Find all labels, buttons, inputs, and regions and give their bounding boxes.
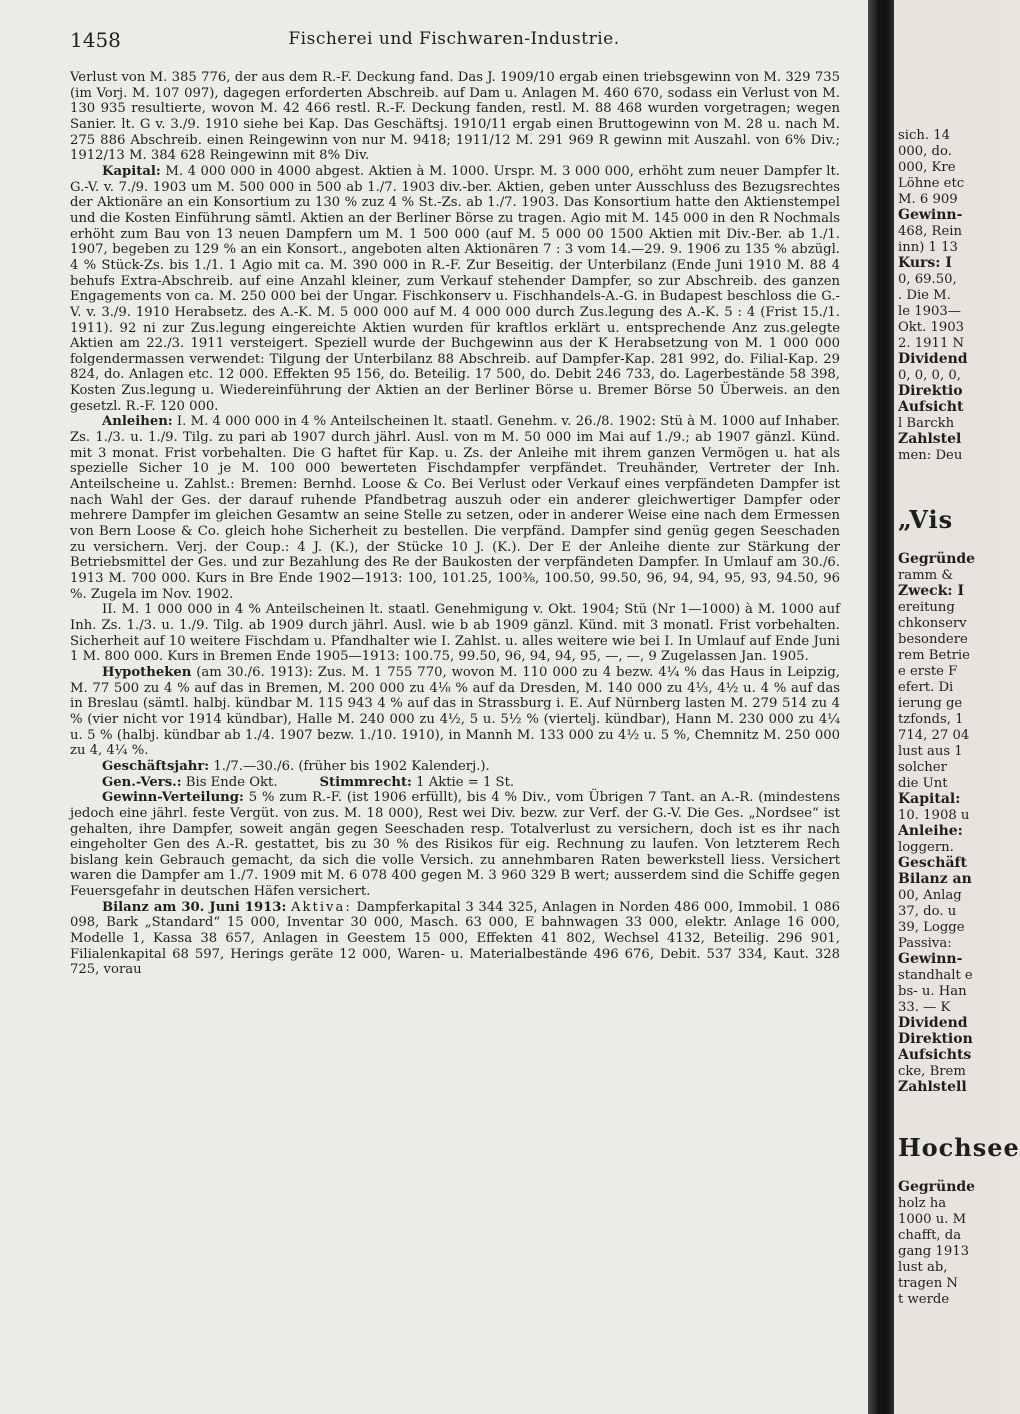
gewinn-section bbox=[70, 790, 840, 900]
right-page-line: Dividend bbox=[898, 1015, 968, 1031]
bilanz-aktiva-label: Aktiva: bbox=[291, 899, 352, 915]
right-page-line: Dividend bbox=[898, 351, 968, 367]
right-page-line: lust aus 1 bbox=[898, 744, 963, 759]
page-number: 1458 bbox=[70, 28, 121, 52]
right-page-line: Aufsicht bbox=[898, 399, 964, 415]
bilanz-text: Dampferkapital 3 344 325, Anlagen in Norden 486 000, Immobil. 1 086 098, Bark „Standard“ 15 000, Inventar 30 000, Masch. 63 000, E bahnwagen 33 000, elektr. Anlage 16 000, Modelle 1, Kassa 38 657, Anlagen in Geestem 15 000, Effekten 41 802, Wechsel 4132, Beteilig. 296 901, Filialenkapital 68 597, Herings geräte 12 000, Waren- u. Materialbestände 496 676, Debit. 537 334, Kaut. 328 725, vorau bbox=[70, 899, 840, 978]
right-page-line: inn) 1 13 bbox=[898, 240, 958, 255]
right-page-line: Hochsee bbox=[898, 1133, 1020, 1162]
page-header bbox=[70, 28, 838, 58]
geschaeftsjahr-text: 1./7.—30./6. (früher bis 1902 Kalenderj.). bbox=[213, 758, 490, 774]
geschaeftsjahr-section bbox=[70, 759, 840, 775]
kapital-label: Kapital: bbox=[102, 163, 161, 179]
intro-paragraph: Verlust von M. 385 776, der aus dem R.-F. Deckung fand. Das J. 1909/10 ergab einen triebsgewinn von M. 329 735 (im Vorj. M. 107 097), dagegen erforderten Abschreib. auf Dam u. Anlagen M. 460 670, sodass ein Verlust von M. 130 935 resultierte, wovon M. 42 466 restl. R.-F. Deckung fanden, restl. M. 88 468 wurden vorgetragen; wegen Sanier. lt. G v. 3./9. 1910 siehe bei Kap. Das Geschäftsj. 1910/11 ergab einen Bruttogewinn von M. 28 u. nach M. 275 886 Abschreib. einen Reingewinn von nur M. 9418; 1911/12 M. 291 969 R gewinn mit Auszahl. von 6% Div.; 1912/13 M. 384 628 Reingewinn mit 8% Div. bbox=[70, 70, 840, 164]
right-page-line: Kurs: I bbox=[898, 255, 952, 271]
right-page-line: efert. Di bbox=[898, 680, 954, 695]
right-page-line: . Die M. bbox=[898, 288, 951, 303]
right-page-line: Direktio bbox=[898, 383, 963, 399]
genvers-section bbox=[70, 775, 840, 791]
bilanz-label: Bilanz am 30. Juni 1913: bbox=[102, 899, 287, 915]
stimmrecht-text: 1 Aktie = 1 St. bbox=[416, 774, 515, 790]
anleihen-text: I. M. 4 000 000 in 4 % Anteilscheinen lt. staatl. Genehm. v. 26./8. 1902: Stü à M. 1000 auf Inhaber. Zs. 1./3. u. 1./9. Tilg. zu pari ab 1907 durch jährl. Ausl. von m M. 50 000 im Mai auf 1./9.; ab 1907 gänzl. Künd. mit 3 monat. Frist vorbehalten. Die G haftet für Kap. u. Zs. der Anleihe mit ihrem ganzen Vermögen u. hat als spezielle Sicher 10 je M. 100 000 bewerteten Fischdampfer verpfändet. Treuhänder, Vertreter der Inh. Anteilscheine u. Zahlst.: Bremen: Bernhd. Loose & Co. Bei Verlust oder Verkauf eines verpfändeten Dampfer ist nach Wahl der Ges. der darauf ruhende Pfandbetrag auszuh oder ein anderer gleichwertiger Dampfer oder mehrere Dampfer im gleichen Gesamtw an seine Stelle zu setzen, oder in anderer Weise eine nach dem Ermessen von Bern Loose & Co. gleich hohe Sicherheit zu bestellen. Die verpfänd. Dampfer sind genüg gegen Seeschaden zu versichern. Verj. der Coup.: 4 J. (K.), der Stücke 10 J. (K.). Der E der Anleihe diente zur Stärkung der Betriebsmittel der Ges. und zur Bezahlung des Re der Baukosten der verpfändeten Dampfer. In Umlauf am 30./6. 1913 M. 700 000. Kurs in Bre Ende 1902—1913: 100, 101.25, 100⅜, 100.50, 99.50, 96, 94, 94, 95, 93, 94.50, 96 %. Zugela im Nov. 1902. bbox=[70, 414, 840, 602]
anleihen-label: Anleihen: bbox=[102, 414, 173, 430]
right-page-line: solcher bbox=[898, 760, 947, 775]
right-page-line: Zahlstell bbox=[898, 1079, 967, 1095]
right-page-fragment bbox=[894, 0, 1020, 1414]
right-page-line: Zweck: I bbox=[898, 583, 964, 599]
right-page-line: Gegründe bbox=[898, 1179, 976, 1195]
right-page-line: Aufsichts bbox=[898, 1047, 972, 1063]
right-page-line: ierung ge bbox=[898, 696, 963, 711]
right-page-line: Löhne etc bbox=[898, 176, 965, 191]
right-page-line: Gewinn- bbox=[898, 207, 963, 223]
right-page-line: 33. — K bbox=[898, 1000, 951, 1015]
right-page-line: le 1903— bbox=[898, 304, 961, 319]
right-page-line: Gewinn- bbox=[898, 951, 963, 967]
right-page-line: tragen N bbox=[898, 1276, 958, 1291]
right-page-line: besondere bbox=[898, 632, 968, 647]
hypotheken-text: (am 30./6. 1913): Zus. M. 1 755 770, wovon M. 110 000 zu 4 bezw. 4¼ % das Haus in Leipzig, M. 77 500 zu 4 % auf das in Bremen, M. 200 000 zu 4⅛ % auf da Dresden, M. 140 000 zu 4⅓, 4½ u. 4 % auf das in Breslau (sämtl. halbj. kündbar M. 115 943 4 % auf das in Strassburg i. E. Auf Nürnberg lasten M. 279 514 zu 4 % (vier nicht vor 1914 kündbar), Halle M. 240 000 zu 4½, 5 u. 5½ % (viertelj. kündbar), Hann M. 230 000 zu 4¼ u. 5 % (halbj. kündbar ab 1./4. 1907 bezw. 1./10. 1910), in Mannh M. 133 000 zu 4½ u. 5 %, Chemnitz M. 250 000 zu 4, 4¼ %. bbox=[70, 664, 840, 759]
stimmrecht-label: Stimmrecht: bbox=[319, 774, 412, 790]
right-page-line: 714, 27 04 bbox=[898, 728, 970, 743]
right-page-line: standhalt e bbox=[898, 968, 973, 983]
right-page-line: e erste F bbox=[898, 664, 958, 679]
hypotheken-section bbox=[70, 665, 840, 759]
gewinn-label: Gewinn-Verteilung: bbox=[102, 790, 244, 806]
right-page-line: Geschäft bbox=[898, 855, 968, 871]
right-page-line: l Barckh bbox=[898, 416, 955, 431]
right-page-line: rem Betrie bbox=[898, 648, 970, 663]
right-page-line: Zahlstel bbox=[898, 431, 962, 447]
kapital-section bbox=[70, 164, 840, 415]
right-page-line: 39, Logge bbox=[898, 920, 965, 935]
right-page-line: sich. 14 bbox=[898, 128, 951, 143]
right-page-line: 0, 69.50, bbox=[898, 272, 957, 287]
right-page-line: 000, Kre bbox=[898, 160, 956, 175]
genvers-text: Bis Ende Okt. bbox=[185, 774, 278, 790]
right-page-line: chafft, da bbox=[898, 1228, 962, 1243]
right-page-line: 37, do. u bbox=[898, 904, 957, 919]
book-spine-shadow bbox=[868, 0, 894, 1414]
right-page-line: 468, Rein bbox=[898, 224, 962, 239]
right-page-line: die Unt bbox=[898, 776, 948, 791]
right-page-line: holz ha bbox=[898, 1196, 947, 1211]
right-page-line: Gegründe bbox=[898, 551, 976, 567]
right-page-line: 2. 1911 N bbox=[898, 336, 965, 351]
right-page-line: Kapital: bbox=[898, 791, 961, 807]
right-page-line: 0, 0, 0, 0, bbox=[898, 368, 961, 383]
right-page-line: M. 6 909 bbox=[898, 192, 958, 207]
geschaeftsjahr-label: Geschäftsjahr: bbox=[102, 758, 210, 774]
right-page-line: Bilanz an bbox=[898, 871, 972, 887]
right-page-line: Okt. 1903 bbox=[898, 320, 965, 335]
right-page-line: ereitung bbox=[898, 600, 955, 615]
gewinn-text: 5 % zum R.-F. (ist 1906 erfüllt), bis 4 % Div., vom Übrigen 7 Tant. an A.-R. (mindestens jedoch eine jährl. feste Vergüt. von zus. M. 18 000), Rest wei Div. bezw. zur Verf. der G.-V. Die Ges. „Nordsee“ ist gehalten, ihre Dampfer, soweit angän gegen Seeschaden resp. Totalverlust zu versichern, doch ist es ihr nach eingeholter Gen des A.-R. gestattet, bis zu 30 % des Risikos für eig. Rechnung zu laufen. Von letzterem Rech bislang kein Gebrauch gemacht, da sich die volle Versich. zu annehmbaren Raten bewerkstell liess. Versichert waren die Dampfer am 1./7. 1909 mit M. 6 078 400 gegen M. 3 960 329 B wert; ausserdem sind die Schiffe gegen Feuersgefahr in deutschen Häfen versichert. bbox=[70, 790, 840, 900]
right-page-line: gang 1913 bbox=[898, 1244, 969, 1259]
right-page-line: Direktion bbox=[898, 1031, 973, 1047]
genvers-label: Gen.-Vers.: bbox=[102, 774, 182, 790]
right-page-line: tzfonds, 1 bbox=[898, 712, 964, 727]
kapital-text: M. 4 000 000 in 4000 abgest. Aktien à M. 1000. Urspr. M. 3 000 000, erhöht zum neuer Dampfer lt. G.-V. v. 7./9. 1903 um M. 500 000 in 500 ab 1./7. 1903 div.-ber. Aktien, geben unter Ausschluss des Bezugsrechtes der Aktionäre an ein Konsortium zu 130 % zuz 4 % St.-Zs. ab 1./7. 1903. Das Konsortium hatte den Aktienstempel und die Kosten Einführung sämtl. Aktien an der Berliner Börse zu tragen. Agio mit M. 145 000 in den R Nochmals erhöht zum Bau von 13 neuen Dampfern um M. 1 500 000 (auf M. 5 000 00 1500 Aktien mit Div.-Ber. ab 1./1. 1907, begeben zu 129 % an ein Konsort., angeboten alten Aktionären 7 : 3 vom 14.—29. 9. 1906 zu 135 % abzügl. 4 % Stück-Zs. bis 1./1. 1 Agio mit ca. M. 390 000 in R.-F. Zur Beseitig. der Unterbilanz (Ende Juni 1910 M. 88 4 behufs Extra-Abschreib. auf eine Anzahl kleiner, zum Verkauf stehender Dampfer, so zur Abschreib. des ganzen Engagements von ca. M. 250 000 bei der Ungar. Fischkonserv u. Fischhandels-A.-G. in Budapest beschloss die G.-V. v. 3./9. 1910 Herabsetz. des A.-K. M. 5 000 000 auf M. 4 000 000 durch Zus.legung des A.-K. 5 : 4 (Frist 15./1. 1911). 92 ni zur Zus.legung eingereichte Aktien wurden für kraftlos erklärt u. entsprechende Anz zus.gelegte Aktien am 22./3. 1911 versteigert. Speziell wurde der Buchgewinn aus der K Herabsetzung von M. 1 000 000 folgendermassen verwendet: Tilgung der Unterbilanz 88 Abschreib. auf Dampfer-Kap. 281 992, do. Filial-Kap. 29 824, do. Anlagen etc. 12 000. Effekten 95 156, do. Beteilig. 17 500, do. Debit 246 733, do. Lagerbestände 58 398, Kosten Zus.legung u. Wiedereinführung der Aktien an der Berliner Börse u. Bremer Börse 50 Überweis. an den gesetzl. R.-F. 120 000. bbox=[70, 163, 840, 414]
right-page-line: 1000 u. M bbox=[898, 1212, 967, 1227]
right-page-line: 00, Anlag bbox=[898, 888, 962, 903]
right-page-line: Anleihe: bbox=[898, 823, 963, 839]
anleihen-ii-paragraph: II. M. 1 000 000 in 4 % Anteilscheinen lt. staatl. Genehmigung v. Okt. 1904; Stü (Nr 1—1000) à M. 1000 auf Inh. Zs. 1./3. u. 1./9. Tilg. ab 1909 durch jährl. Ausl. wie b ab 1909 gänzl. Künd. mit 3 monatl. Frist vorbehalten. Sicherheit auf 10 weitere Fischdam u. Pfandhalter wie I. Zahlst. u. alles weitere wie bei I. In Umlauf auf Ende Juni 1 M. 800 000. Kurs in Bremen Ende 1905—1913: 100.75, 99.50, 96, 94, 94, 95, —, —, 9 Zugelassen Jan. 1905. bbox=[70, 602, 840, 665]
right-page-line: 000, do. bbox=[898, 144, 952, 159]
right-page-line: bs- u. Han bbox=[898, 984, 967, 999]
right-page-line: 10. 1908 u bbox=[898, 808, 970, 823]
running-title: Fischerei und Fischwaren-Industrie. bbox=[288, 29, 620, 49]
right-page-line: ramm & bbox=[898, 568, 954, 583]
right-page-line: lust ab, bbox=[898, 1260, 948, 1275]
hypotheken-label: Hypotheken bbox=[102, 664, 192, 680]
right-page-line: t werde bbox=[898, 1292, 950, 1307]
right-page-line: Passiva: bbox=[898, 936, 952, 951]
main-text-column bbox=[70, 70, 840, 1400]
right-page-line: cke, Brem bbox=[898, 1064, 966, 1079]
bilanz-section bbox=[70, 900, 840, 978]
anleihen-section bbox=[70, 414, 840, 602]
right-page-line: loggern. bbox=[898, 840, 954, 855]
right-page-line: men: Deu bbox=[898, 448, 963, 463]
right-page-line: „Vis bbox=[898, 505, 954, 534]
right-page-line: chkonserv bbox=[898, 616, 967, 631]
